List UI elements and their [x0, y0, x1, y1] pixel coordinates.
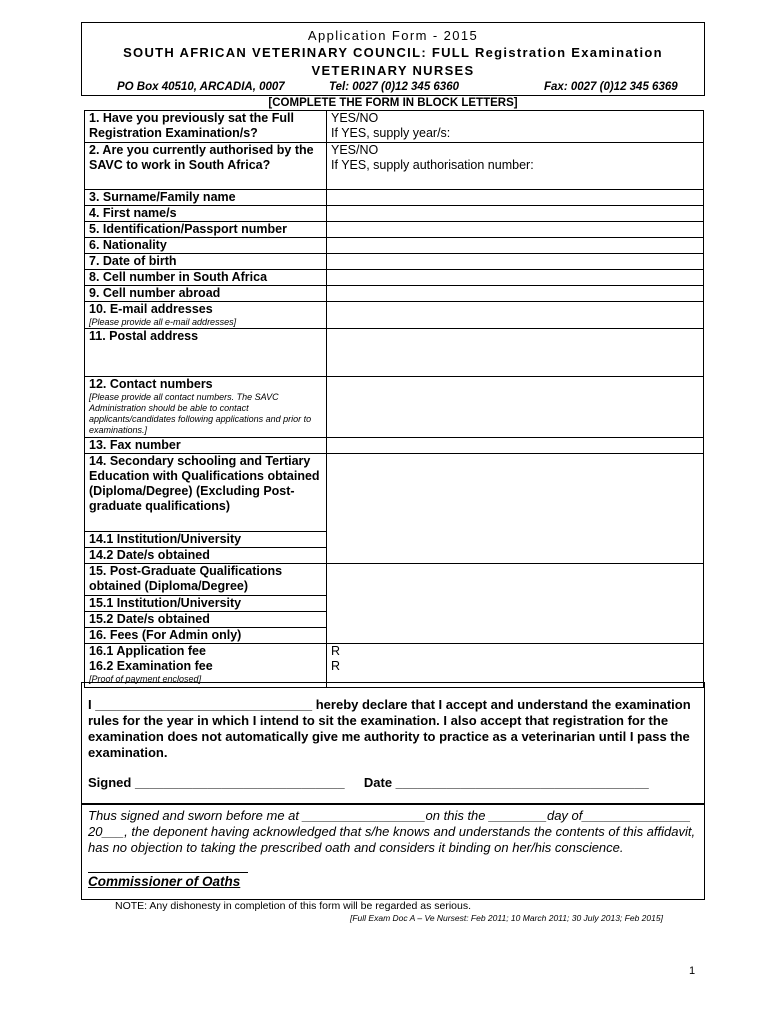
question-label: 7. Date of birth: [85, 254, 327, 270]
form-row: [85, 143, 704, 190]
question-note: [Proof of payment enclosed]: [89, 674, 202, 684]
yes-no-option: YES/NO: [331, 111, 379, 125]
question-label: 5. Identification/Passport number: [85, 222, 327, 238]
question-label: 15.2 Date/s obtained: [85, 612, 327, 628]
signature-row: [88, 775, 698, 791]
block-letters-instruction: [COMPLETE THE FORM IN BLOCK LETTERS]: [268, 97, 518, 109]
answer-field[interactable]: [327, 377, 704, 438]
question-label: 3. Surname/Family name: [85, 190, 327, 206]
question-label: 13. Fax number: [85, 438, 327, 454]
form-title: Application Form - 2015: [307, 28, 479, 43]
question-label: [85, 377, 327, 438]
question-label: 6. Nationality: [85, 238, 327, 254]
question-label: 1. Have you previously sat the Full Registration Examination/s?: [85, 111, 327, 143]
question-label: 8. Cell number in South Africa: [85, 270, 327, 286]
declaration-section: [81, 682, 705, 804]
answer-field[interactable]: [327, 564, 704, 644]
answer-field[interactable]: [327, 454, 704, 564]
question-label: 9. Cell number abroad: [85, 286, 327, 302]
question-label: [85, 302, 327, 329]
question-note: [Please provide all e-mail addresses]: [89, 317, 237, 327]
document-reference: [Full Exam Doc A – Ve Nursest: Feb 2011; 10 March 2011; 30 July 2013; Feb 2015]: [350, 913, 663, 923]
answer-field[interactable]: [327, 286, 704, 302]
yes-no-option: YES/NO: [331, 143, 379, 157]
profession-title: VETERINARY NURSES: [311, 63, 475, 78]
contact-details: [82, 81, 704, 95]
question-label: 15.1 Institution/University: [85, 596, 327, 612]
question-label: 4. First name/s: [85, 206, 327, 222]
answer-prompt: If YES, supply authorisation number:: [331, 158, 534, 172]
answer-field[interactable]: [327, 302, 704, 329]
question-label: 2. Are you currently authorised by the SAVC to work in South Africa?: [85, 143, 327, 190]
answer-field[interactable]: [327, 111, 704, 143]
page-number: 1: [689, 965, 696, 977]
application-form-table: [84, 110, 704, 688]
question-label: 16. Fees (For Admin only): [85, 628, 327, 644]
answer-prompt: If YES, supply year/s:: [331, 126, 451, 140]
answer-field[interactable]: [327, 438, 704, 454]
question-label: 14.1 Institution/University: [85, 532, 327, 548]
examination-fee-amount: R: [331, 659, 341, 673]
oath-section: [81, 804, 705, 900]
question-title: 12. Contact numbers: [89, 377, 213, 391]
application-fee-label: 16.1 Application fee: [89, 644, 206, 658]
question-label: 14. Secondary schooling and Tertiary Education with Qualifications obtained (Diploma/Degree) (Excluding Post-graduate qualifications): [85, 454, 327, 532]
answer-field[interactable]: [327, 222, 704, 238]
question-label: 15. Post-Graduate Qualifications obtained (Diploma/Degree): [85, 564, 327, 596]
question-note: [Please provide all contact numbers. The SAVC Administration should be able to contact applicants/candidates following applications and prior to examinations.]: [89, 392, 312, 435]
oath-text: Thus signed and sworn before me at _________________on this the ________day of_______________ 20___, the deponent having acknowledged that s/he knows and understands the contents of this affidavit, has no objection to taking the prescribed oath and considers it binding on her/his conscience.: [88, 808, 696, 855]
fax-number: Fax: 0027 (0)12 345 6369: [544, 81, 678, 93]
answer-field[interactable]: [327, 190, 704, 206]
examination-fee-label: 16.2 Examination fee: [89, 659, 213, 673]
declaration-text: I ______________________________ hereby declare that I accept and understand the examination rules for the year in which I intend to sit the examination. I also accept that registration for the examination does not automatically give me authority to practice as a veterinarian until I pass the examination.: [88, 697, 691, 760]
commissioner-label: Commissioner of Oaths: [88, 874, 241, 889]
answer-field[interactable]: [327, 254, 704, 270]
answer-field[interactable]: [327, 329, 704, 377]
telephone: Tel: 0027 (0)12 345 6360: [329, 81, 459, 93]
answer-field[interactable]: [327, 143, 704, 190]
question-label: 14.2 Date/s obtained: [85, 548, 327, 564]
question-label: 11. Postal address: [85, 329, 327, 377]
question-title: 10. E-mail addresses: [89, 302, 213, 316]
form-row: [85, 111, 704, 143]
po-box: PO Box 40510, ARCADIA, 0007: [117, 81, 285, 93]
answer-field[interactable]: [327, 270, 704, 286]
application-fee-amount: R: [331, 644, 341, 658]
signed-field[interactable]: Signed _____________________________: [88, 775, 345, 790]
dishonesty-note: NOTE: Any dishonesty in completion of this form will be regarded as serious.: [115, 900, 471, 912]
answer-field[interactable]: [327, 238, 704, 254]
answer-field[interactable]: [327, 206, 704, 222]
form-header: [81, 22, 705, 96]
question-label: [85, 644, 327, 688]
council-name: SOUTH AFRICAN VETERINARY COUNCIL: FULL Registration Examination: [123, 45, 663, 60]
commissioner-signature-line[interactable]: [88, 858, 248, 873]
fee-amounts[interactable]: [327, 644, 704, 688]
date-field[interactable]: Date ___________________________________: [363, 775, 649, 790]
